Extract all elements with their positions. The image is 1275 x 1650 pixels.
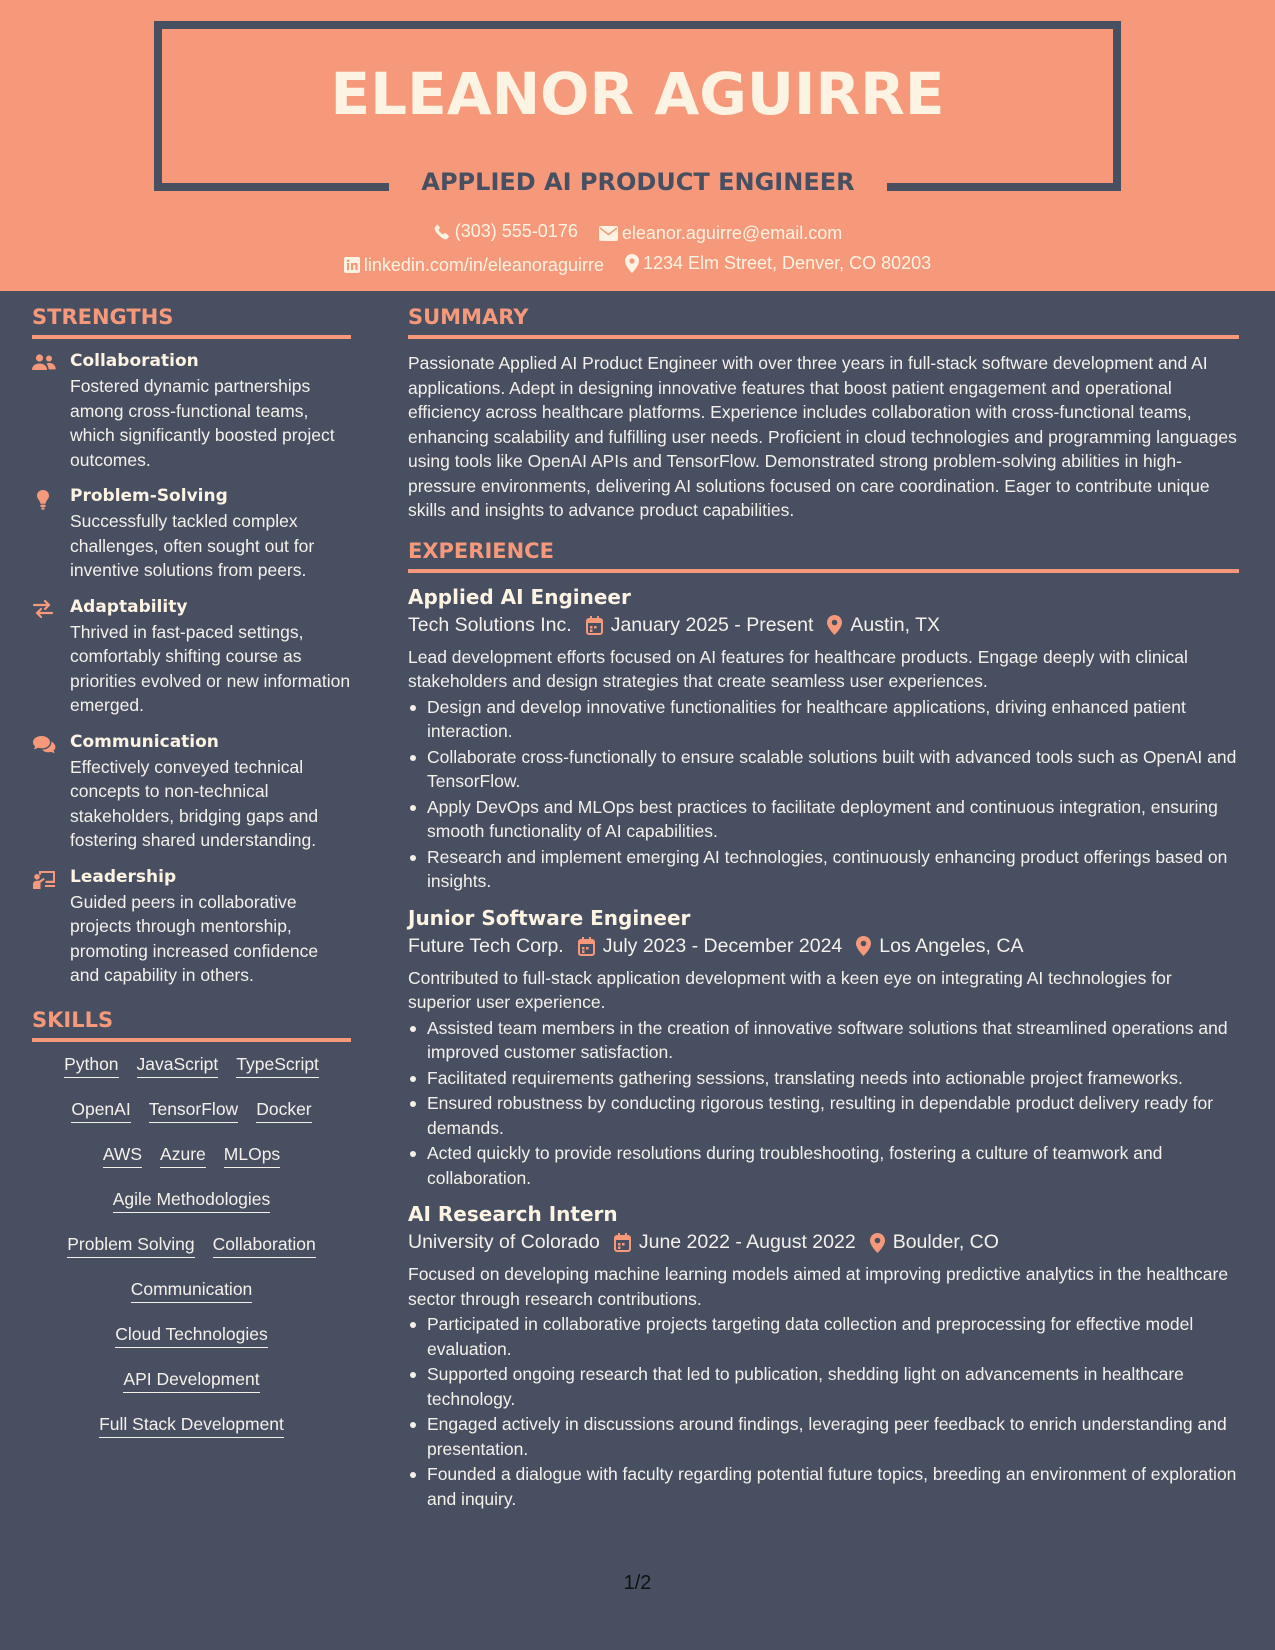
list-item: Apply DevOps and MLOps best practices to facilitate deployment and continuous integration, ensuring smooth functionality of AI capabilities. bbox=[408, 795, 1239, 844]
job-meta bbox=[408, 614, 1239, 637]
job-entry bbox=[408, 585, 1239, 894]
experience-heading: EXPERIENCE bbox=[408, 539, 1239, 573]
frame-border-right bbox=[1113, 21, 1121, 191]
company-name: University of Colorado bbox=[408, 1231, 600, 1253]
job-bullets bbox=[408, 1312, 1239, 1511]
job-entry bbox=[408, 1202, 1239, 1511]
contact-row-2 bbox=[0, 253, 1275, 278]
arrows-exchange-icon bbox=[32, 597, 70, 718]
summary-heading: SUMMARY bbox=[408, 305, 1239, 339]
job-title: Applied AI Engineer bbox=[408, 584, 631, 609]
job-location: Austin, TX bbox=[850, 613, 940, 636]
summary-text: Passionate Applied AI Product Engineer with over three years in full-stack software development and AI applications. Adept in designing innovative features that boost patient engagement and operational efficiency across healthcare platforms. Experience includes collaboration with cross-functional teams, enhancing scalability and fulfilling user needs. Proficient in cloud technologies and programming languages using tools like OpenAI APIs and TensorFlow. Demonstrated strong problem-solving abilities in high-pressure environments, delivering AI solutions focused on care coordination. Eager to contribute unique skills and insights to advance product capabilities. bbox=[408, 353, 1237, 520]
right-column bbox=[408, 305, 1239, 1523]
list-item: Assisted team members in the creation of innovative software solutions that streamlined operations and improved customer satisfaction. bbox=[408, 1016, 1239, 1065]
linkedin-text: linkedin.com/in/eleanoraguirre bbox=[363, 254, 604, 275]
strength-title: Problem-Solving bbox=[70, 486, 228, 506]
strength-item bbox=[32, 597, 351, 718]
presenter-icon bbox=[32, 867, 70, 988]
job-title-headline: APPLIED AI PRODUCT ENGINEER bbox=[421, 168, 855, 196]
skill-tag: OpenAI bbox=[71, 1099, 130, 1123]
strength-desc: Successfully tackled complex challenges, often sought out for inventive solutions from peers. bbox=[70, 511, 315, 580]
comments-icon bbox=[32, 732, 70, 853]
job-entry bbox=[408, 906, 1239, 1191]
linkedin-contact[interactable] bbox=[344, 255, 604, 276]
left-column bbox=[32, 305, 351, 1459]
list-item: Engaged actively in discussions around findings, leveraging peer feedback to enrich understanding and presentation. bbox=[408, 1412, 1239, 1461]
calendar-icon bbox=[586, 616, 603, 635]
email-text: eleanor.aguirre@email.com bbox=[621, 222, 843, 243]
strength-item bbox=[32, 486, 351, 583]
job-dates: January 2025 - Present bbox=[610, 613, 814, 636]
job-dates: July 2023 - December 2024 bbox=[602, 934, 843, 957]
strength-item bbox=[32, 351, 351, 472]
skill-tag: Problem Solving bbox=[67, 1234, 194, 1258]
list-item: Participated in collaborative projects targeting data collection and preprocessing for effective model evaluation. bbox=[408, 1312, 1239, 1361]
skill-tag: Python bbox=[64, 1054, 118, 1078]
job-description: Focused on developing machine learning models aimed at improving predictive analytics in the healthcare sector through research contributions. bbox=[408, 1264, 1229, 1309]
strength-title: Communication bbox=[70, 731, 219, 752]
strength-desc: Fostered dynamic partnerships among cross-functional teams, which significantly boosted project outcomes. bbox=[70, 376, 335, 470]
frame-border-bottom-left bbox=[154, 183, 389, 191]
job-bullets bbox=[408, 695, 1239, 894]
list-item: Research and implement emerging AI technologies, continuously enhancing product offerings based on insights. bbox=[408, 845, 1239, 894]
list-item: Ensured robustness by conducting rigorous testing, resulting in dependable product delivery ready for demands. bbox=[408, 1091, 1239, 1140]
strength-desc: Thrived in fast-paced settings, comfortably shifting course as priorities evolved or new information emerged. bbox=[70, 621, 351, 715]
list-item: Collaborate cross-functionally to ensure scalable solutions built with advanced tools such as OpenAI and TensorFlow. bbox=[408, 745, 1239, 794]
frame-border-top bbox=[154, 21, 1121, 29]
skill-row bbox=[32, 1189, 351, 1234]
skill-tag: Communication bbox=[131, 1279, 253, 1303]
map-pin-icon bbox=[870, 1233, 885, 1253]
list-item: Founded a dialogue with faculty regarding potential future topics, breeding an environment of exploration and inquiry. bbox=[408, 1462, 1239, 1511]
company-name: Future Tech Corp. bbox=[408, 934, 564, 957]
map-pin-icon bbox=[625, 254, 639, 273]
strengths-heading: STRENGTHS bbox=[32, 305, 351, 339]
users-icon bbox=[32, 351, 70, 472]
skill-tag: Agile Methodologies bbox=[113, 1189, 271, 1213]
company-name: Tech Solutions Inc. bbox=[408, 613, 572, 636]
phone-text: (303) 555-0176 bbox=[454, 221, 578, 241]
skills-heading: SKILLS bbox=[32, 1008, 351, 1042]
job-description: Lead development efforts focused on AI features for healthcare products. Engage deeply with clinical stakeholders and design strategies that create seamless user experiences. bbox=[408, 646, 1188, 691]
job-location: Boulder, CO bbox=[892, 1231, 999, 1253]
map-pin-icon bbox=[856, 936, 871, 956]
job-meta bbox=[408, 935, 1239, 958]
skill-row bbox=[32, 1324, 351, 1369]
strength-desc: Effectively conveyed technical concepts to non-technical stakeholders, bridging gaps and fostering shared understanding. bbox=[70, 756, 319, 850]
phone-icon bbox=[433, 223, 451, 241]
calendar-icon bbox=[614, 1233, 631, 1252]
skill-tag: TensorFlow bbox=[149, 1099, 238, 1123]
strength-item bbox=[32, 732, 351, 853]
skill-row bbox=[32, 1234, 351, 1279]
lightbulb-icon bbox=[32, 486, 70, 583]
contact-row-1 bbox=[0, 221, 1275, 246]
skill-row bbox=[32, 1369, 351, 1414]
skill-tag: Cloud Technologies bbox=[115, 1324, 267, 1348]
email-contact[interactable] bbox=[599, 223, 842, 244]
job-bullets bbox=[408, 1016, 1239, 1191]
skill-tag: API Development bbox=[123, 1369, 259, 1393]
job-description: Contributed to full-stack application development with a keen eye on integrating AI technologies for superior user experience. bbox=[408, 967, 1172, 1012]
skill-row bbox=[32, 1279, 351, 1324]
skill-tag: Azure bbox=[160, 1144, 206, 1168]
skill-row bbox=[32, 1099, 351, 1144]
skill-tag: Collaboration bbox=[213, 1234, 316, 1258]
map-pin-icon bbox=[827, 615, 842, 635]
list-item: Design and develop innovative functionalities for healthcare applications, driving enhanced patient interaction. bbox=[408, 695, 1239, 744]
strength-item bbox=[32, 867, 351, 988]
job-title: AI Research Intern bbox=[408, 1202, 618, 1226]
candidate-name: ELEANOR AGUIRRE bbox=[330, 60, 945, 128]
skill-tag: TypeScript bbox=[236, 1054, 319, 1078]
list-item: Supported ongoing research that led to publication, shedding light on advancements in healthcare technology. bbox=[408, 1362, 1239, 1411]
strength-title: Adaptability bbox=[70, 596, 188, 617]
skill-tag: MLOps bbox=[224, 1144, 280, 1168]
skill-row bbox=[32, 1144, 351, 1189]
phone-contact[interactable] bbox=[433, 221, 578, 242]
frame-border-left bbox=[154, 21, 162, 191]
skill-tag: AWS bbox=[103, 1144, 142, 1168]
strength-title: Leadership bbox=[70, 866, 177, 887]
address-text: 1234 Elm Street, Denver, CO 80203 bbox=[642, 253, 932, 273]
page-number: 1/2 bbox=[623, 1572, 652, 1594]
calendar-icon bbox=[578, 937, 595, 956]
frame-border-bottom-right bbox=[887, 183, 1121, 191]
job-location: Los Angeles, CA bbox=[879, 934, 1024, 957]
job-dates: June 2022 - August 2022 bbox=[638, 1231, 856, 1253]
envelope-icon bbox=[599, 226, 618, 241]
job-title: Junior Software Engineer bbox=[408, 905, 691, 930]
linkedin-icon bbox=[344, 257, 360, 273]
address-contact bbox=[625, 253, 931, 274]
skill-tag: Full Stack Development bbox=[99, 1414, 284, 1438]
strength-desc: Guided peers in collaborative projects through mentorship, promoting increased confidence and capability in others. bbox=[70, 891, 319, 985]
skill-row bbox=[32, 1414, 351, 1459]
skill-tag: Docker bbox=[256, 1099, 311, 1123]
job-meta bbox=[408, 1231, 1239, 1254]
list-item: Acted quickly to provide resolutions during troubleshooting, fostering a culture of teamwork and collaboration. bbox=[408, 1141, 1239, 1190]
skill-tag: JavaScript bbox=[137, 1054, 219, 1078]
header-banner bbox=[0, 0, 1275, 291]
skills-list bbox=[32, 1054, 351, 1459]
skill-row bbox=[32, 1054, 351, 1099]
list-item: Facilitated requirements gathering sessions, translating needs into actionable project frameworks. bbox=[408, 1066, 1239, 1091]
strength-title: Collaboration bbox=[70, 351, 199, 371]
